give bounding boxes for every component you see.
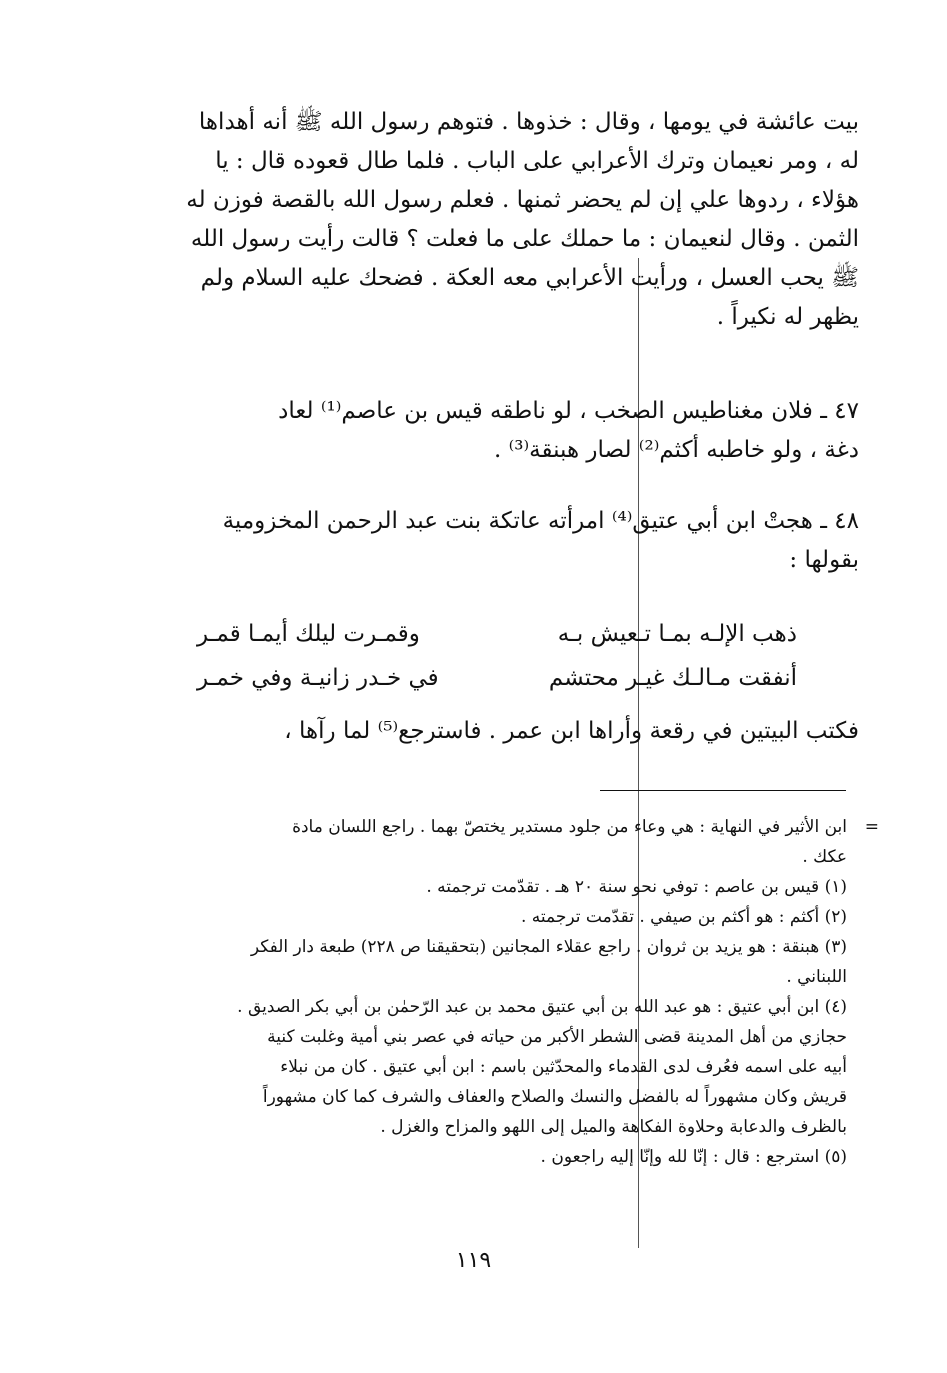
footnote-separator — [600, 790, 846, 791]
footnote-line: حجازي من أهل المدينة قضى الشطر الأكبر من حياته في عصر بني أمية وغلبت كنية — [267, 1027, 847, 1047]
text-line: ٤٧ ـ فلان مغناطيس الصخب ، لو ناطقه قيس بن عاصم⁽¹⁾ لعاد — [278, 398, 859, 424]
footnote-line: قريش وكان مشهوراً له بالفضل والنسك والصلاح والعفاف والشرف كما كان مشهوراً — [262, 1087, 847, 1107]
text-line: يظهر له نكيراً . — [716, 304, 859, 330]
footnote-line: (٢) أكثم : هو أكثم بن صيفي . تقدّمت ترجمته . — [520, 907, 847, 927]
after-poem-paragraph — [151, 712, 859, 751]
text-line: دغة ، ولو خاطبه أكثم⁽²⁾ لصار هبنقة⁽³⁾ . — [493, 437, 859, 463]
footnote-3 — [127, 932, 847, 992]
footnote-continuation — [127, 812, 879, 872]
text-line: له ، ومر نعيمان وترك الأعرابي على الباب . فلما طال قعوده قال : يا — [215, 148, 859, 174]
footnote-1 — [127, 872, 847, 902]
poem-verse — [197, 656, 797, 700]
verse-second-hemistich: في خـدر زانيـة وفي خمـر — [197, 665, 439, 691]
text-line: ﷺ يحب العسل ، ورأيت الأعرابي معه العكة . فضحك عليه السلام ولم — [200, 265, 859, 291]
text-line: بيت عائشة في يومها ، وقال : خذوها . فتوهم رسول الله ﷺ أنه أهداها — [198, 109, 859, 135]
item-47-paragraph — [151, 392, 859, 470]
footnote-line: (٥) استرجع : قال : إنّا لله وإنّا إليه راجعون . — [540, 1147, 847, 1167]
continuation-mark: = — [864, 817, 879, 837]
poem-block — [197, 612, 797, 700]
footnote-line: بالظرف والدعابة وحلاوة الفكاهة والميل إلى اللهو والمزاح والغزل . — [380, 1117, 847, 1137]
footnote-4 — [127, 992, 847, 1142]
intro-paragraph — [151, 103, 859, 337]
page-number: ١١٩ — [455, 1248, 492, 1273]
footnote-line: أبيه على اسمه فعُرف لدى القدماء والمحدّثين باسم : ابن أبي عتيق . كان من نبلاء — [280, 1057, 847, 1077]
footnote-line: (٤) ابن أبي عتيق : هو عبد الله بن أبي عتيق محمد بن عبد الرّحمٰن بن أبي بكر الصديق . — [237, 997, 847, 1017]
verse-first-hemistich: أنفقت مـالـك غيـر محتشم — [548, 665, 797, 691]
text-line: ٤٨ ـ هجتْ ابن أبي عتيق⁽⁴⁾ امرأته عاتكة بنت عبد الرحمن المخزومية — [222, 508, 859, 534]
text-line: بقولها : — [789, 547, 859, 573]
footnote-line: (٣) هبنقة : هو يزيد بن ثروان . راجع عقلاء المجانين (بتحقيقنا ص ٢٢٨) طبعة دار الفكر — [250, 937, 847, 957]
footnotes — [127, 812, 879, 1172]
footnote-5 — [127, 1142, 847, 1172]
footnote-line: اللبناني . — [786, 967, 847, 987]
verse-first-hemistich: ذهب الإلـه بمـا تـعيش بـه — [557, 621, 797, 647]
text-line: هؤلاء ، ردوها علي إن لم يحضر ثمنها . فعلم رسول الله بالقصة فوزن له — [186, 187, 859, 213]
footnote-2 — [127, 902, 847, 932]
text-line: الثمن . وقال لنعيمان : ما حملك على ما فعلت ؟ قالت رأيت رسول الله — [190, 226, 859, 252]
footnote-line: (١) قيس بن عاصم : توفي نحو سنة ٢٠ هـ . تقدّمت ترجمته . — [426, 877, 847, 897]
footnote-line: ابن الأثير في النهاية : هي وعاء من جلود مستدير يختصّ بهما . راجع اللسان مادة — [292, 817, 847, 837]
poem-verse — [197, 612, 797, 656]
item-48-paragraph — [151, 502, 859, 580]
footnote-line: عكك . — [802, 847, 847, 867]
text-line: فكتب البيتين في رقعة وأراها ابن عمر . فاسترجع⁽⁵⁾ لما رآها ، — [284, 718, 859, 744]
verse-second-hemistich: وقمـرت ليلك أيمـا قمـر — [197, 621, 420, 647]
